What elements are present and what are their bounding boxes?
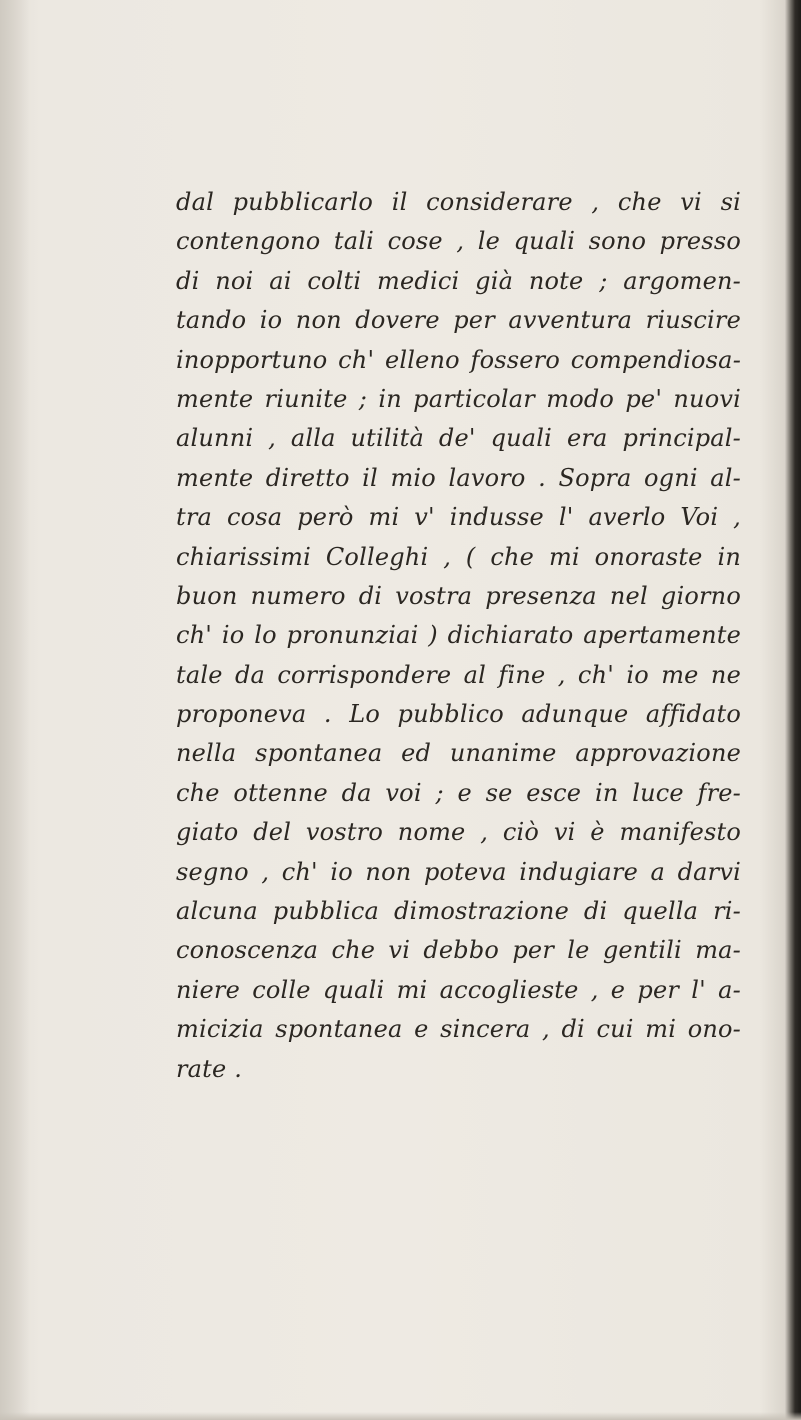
body-text	[176, 183, 741, 1089]
page-bottom-edge	[0, 1412, 801, 1420]
text-line: che ottenne da voi ; e se esce in luce fre-	[176, 778, 741, 807]
text-line: contengono tali cose , le quali sono presso	[176, 227, 741, 256]
text-line: ch' io lo pronunziai ) dichiarato apertamente	[176, 621, 741, 650]
text-line: proponeva . Lo pubblico adunque affidato	[176, 700, 741, 729]
text-line: tra cosa però mi v' indusse l' averlo Voi ,	[176, 503, 741, 532]
text-line: dal pubblicarlo il considerare , che vi si	[176, 188, 741, 216]
text-line: giato del vostro nome , ciò vi è manifesto	[176, 818, 741, 847]
text-line: micizia spontanea e sincera , di cui mi ono-	[176, 1015, 741, 1044]
text-line: inopportuno ch' elleno fossero compendiosa-	[176, 345, 741, 374]
text-line-last: rate .	[176, 1054, 243, 1083]
text-line: chiarissimi Colleghi , ( che mi onoraste in	[176, 542, 741, 571]
page-binding-edge	[785, 0, 801, 1420]
text-line: conoscenza che vi debbo per le gentili ma-	[176, 936, 741, 965]
text-line: niere colle quali mi accoglieste , e per l' a-	[176, 975, 741, 1004]
text-line: alcuna pubblica dimostrazione di quella ri-	[176, 897, 741, 926]
text-line: alunni , alla utilità de' quali era principal-	[176, 424, 741, 453]
text-line: tale da corrispondere al fine , ch' io me ne	[176, 660, 741, 689]
text-line: mente diretto il mio lavoro . Sopra ogni al-	[176, 463, 741, 492]
text-line: segno , ch' io non poteva indugiare a darvi	[176, 857, 741, 886]
text-line: nella spontanea ed unanime approvazione	[176, 739, 741, 768]
text-line: di noi ai colti medici già note ; argomen-	[176, 266, 741, 295]
page-gutter-shadow-left	[0, 0, 30, 1420]
text-line: buon numero di vostra presenza nel giorno	[176, 581, 741, 610]
text-line: tando io non dovere per avventura riuscire	[176, 306, 741, 335]
text-line: mente riunite ; in particolar modo pe' nuovi	[176, 384, 741, 413]
